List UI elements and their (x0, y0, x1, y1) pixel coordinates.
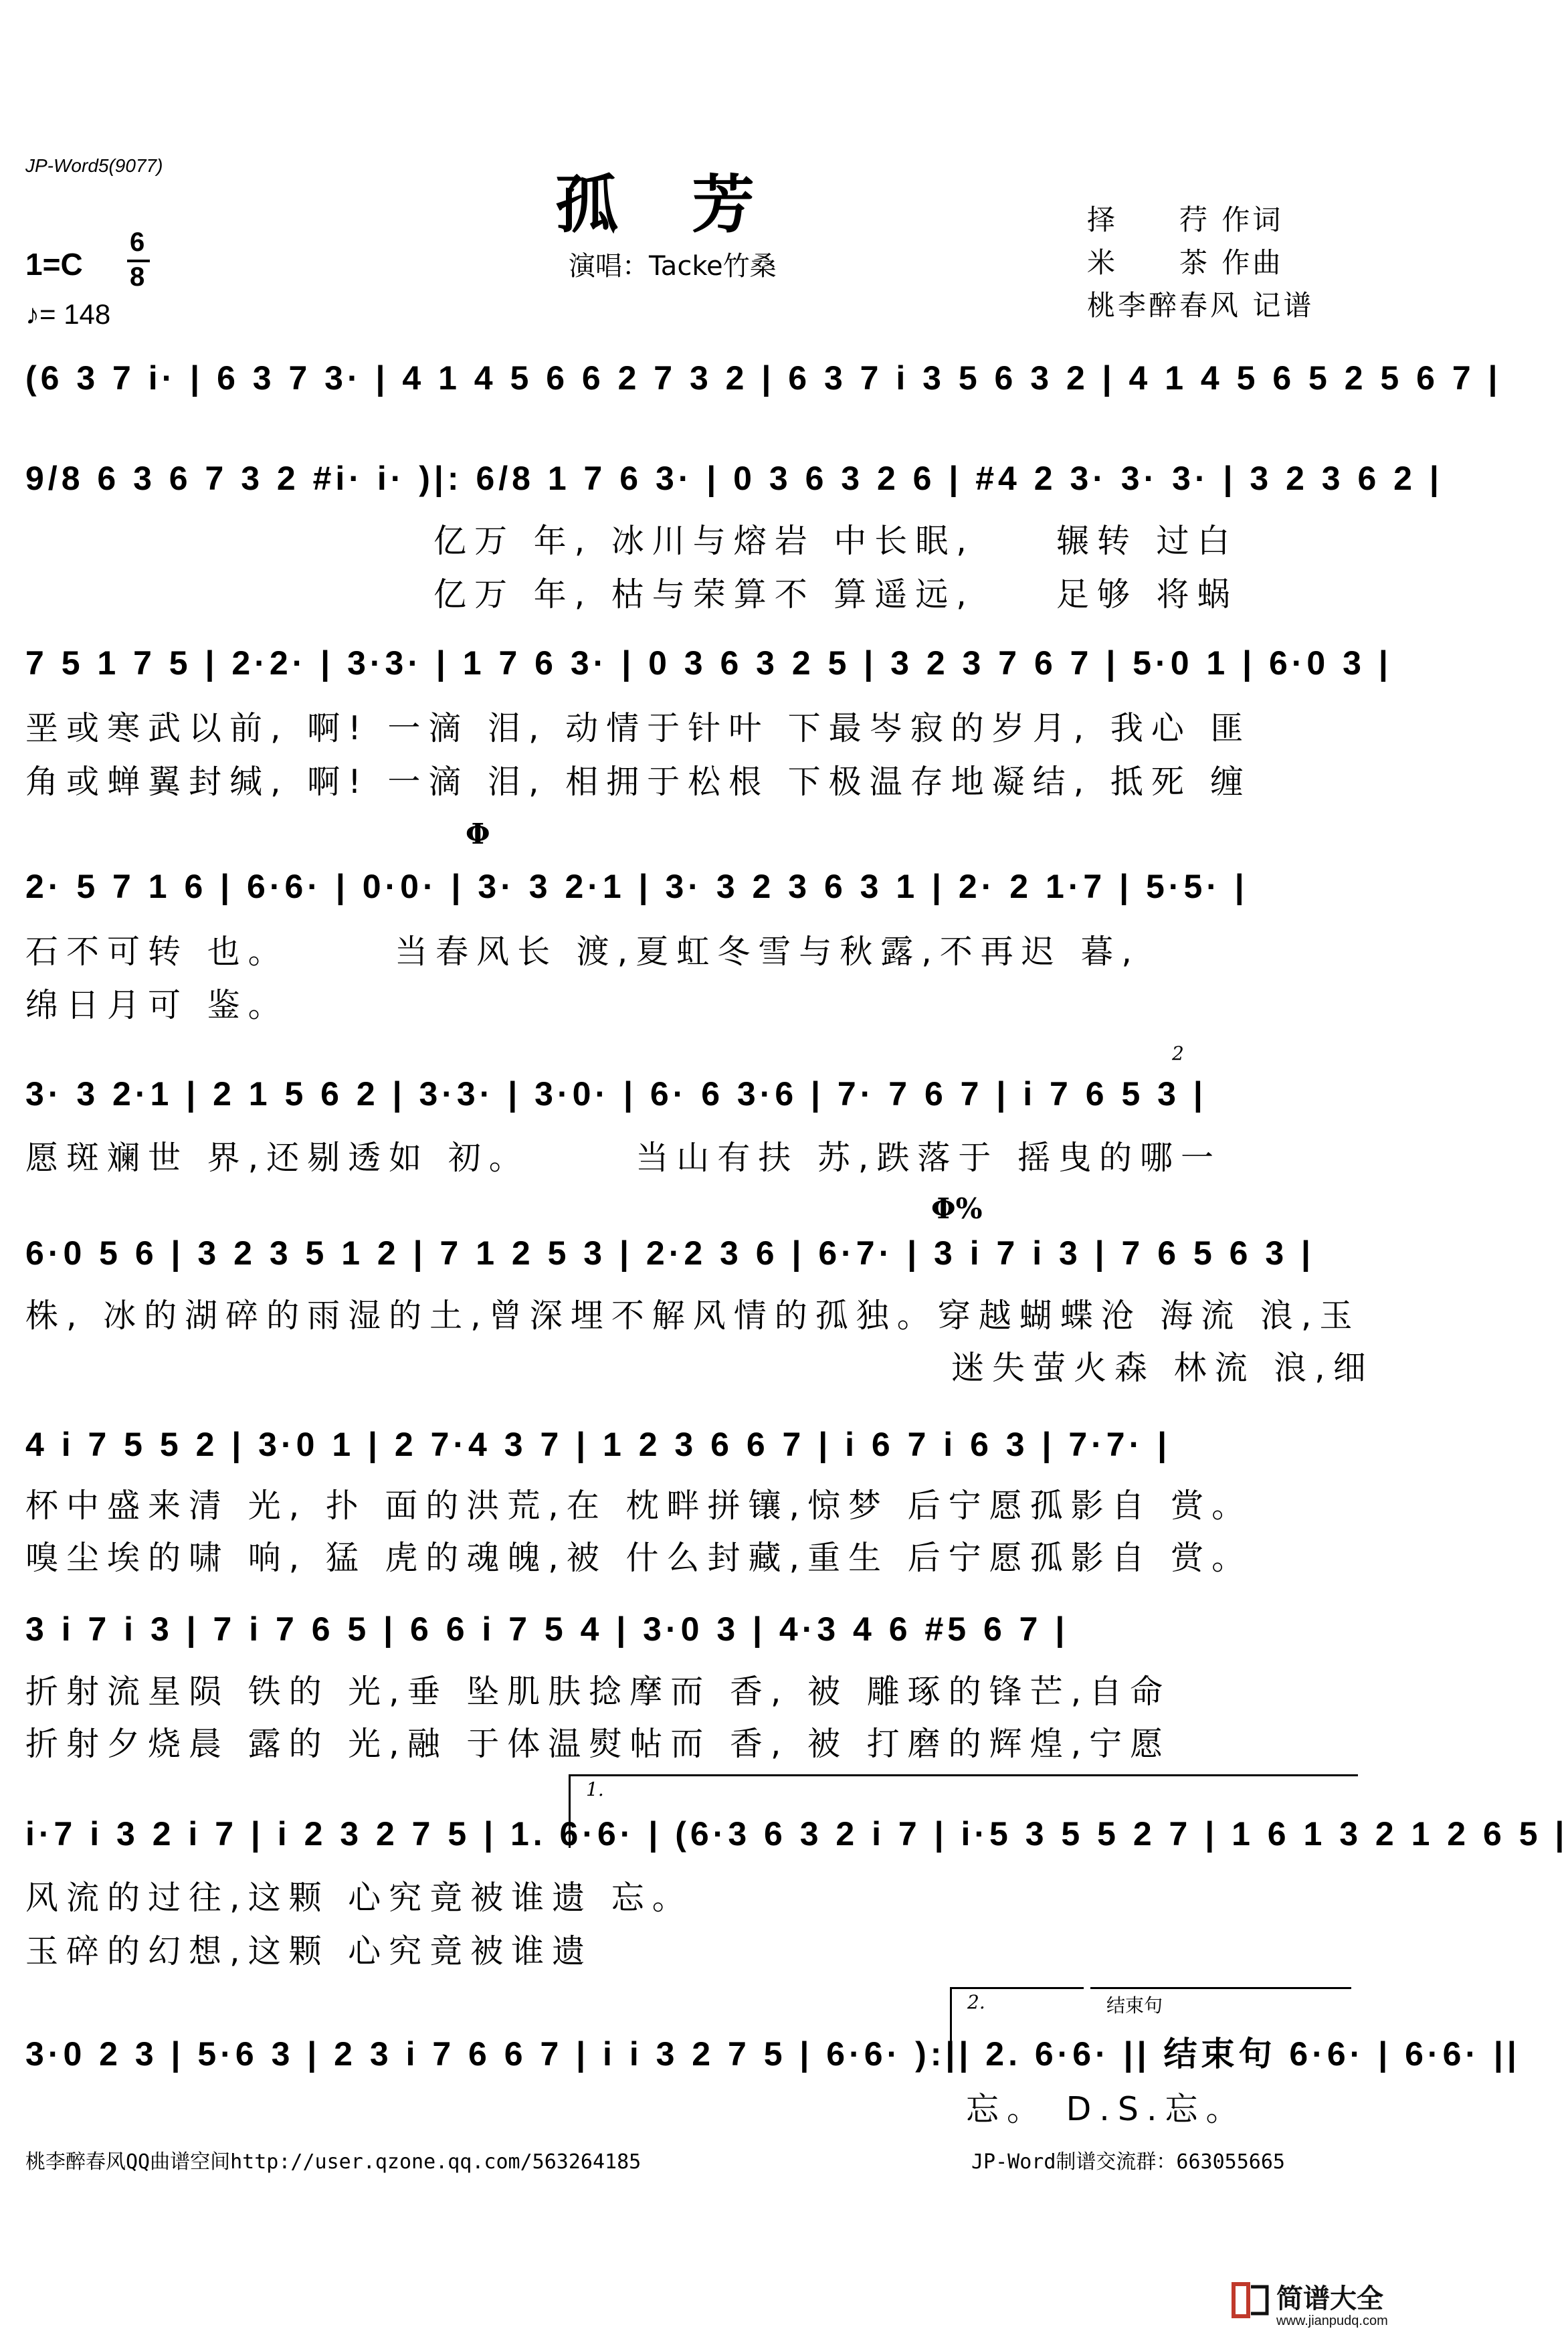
lyric-line-7-1: 杯中盛来清 光, 扑 面的洪荒,在 枕畔拼镶,惊梦 后宁愿孤影自 赏。 (25, 1487, 1253, 1525)
lyric-line-6-1: 株, 冰的湖碎的雨湿的土,曾深埋不解风情的孤独。穿越蝴蝶沧 海流 浪,玉 (25, 1297, 1361, 1335)
lyric-line-4-2: 绵日月可 鉴。 (25, 986, 289, 1024)
lyric-line-8-2: 折射夕烧晨 露的 光,融 于体温熨帖而 香, 被 打磨的辉煌,宁愿 (25, 1725, 1171, 1763)
coda-mark: Φ (466, 818, 490, 850)
lyric-line-4-1: 石不可转 也。 当春风长 渡,夏虹冬雪与秋露,不再迟 暮, (25, 933, 1140, 971)
lyric-line-10-1: 忘。 D.S.忘。 (966, 2090, 1247, 2128)
lyric-line-5-1: 愿斑斓世 界,还剔透如 初。 当山有扶 苏,跌落于 摇曳的哪一 (25, 1139, 1221, 1177)
music-system-1: (6 3 7 i· | 6 3 7 3· | 4 1 4 5 6 6 2 7 3 2 | 6 3 7 i 3 5 6 3 2 | 4 1 4 5 6 5 2 5 6 7 | (25, 359, 1502, 397)
music-system-5: 3· 3 2·1 | 2 1 5 6 2 | 3·3· | 3·0· | 6· 6 3·6 | 7· 7 6 7 | i 7 6 5 3 | (25, 1075, 1207, 1113)
ending-bracket (1090, 1987, 1351, 1989)
footer-right: JP-Word制谱交流群：663055665 (971, 2150, 1285, 2174)
music-system-8: 3 i 7 i 3 | 7 i 7 6 5 | 6 6 i 7 5 4 | 3·0 3 | 4·3 4 6 #5 6 7 | (25, 1610, 1069, 1648)
song-title: 孤芳 (555, 168, 829, 242)
ending-label: 结束句 (1106, 1994, 1163, 2016)
transcriber-credit: 桃李醉春风 记谱 (1087, 289, 1314, 322)
segno-coda-mark: Φ% (931, 1192, 983, 1225)
logo-url: www.jianpudq.com (1276, 2314, 1388, 2328)
software-brand: JP-Word5(9077) (25, 155, 163, 176)
singer-credit: 演唱：Tacke竹桑 (569, 251, 777, 282)
lyric-line-2-2: 亿万 年, 枯与荣算不 算遥远, 足够 将蜗 (433, 575, 1238, 614)
music-system-3: 7 5 1 7 5 | 2·2· | 3·3· | 1 7 6 3· | 0 3 6 3 2 5 | 3 2 3 7 6 7 | 5·0 1 | 6·0 3 | (25, 644, 1392, 682)
lyric-line-9-2: 玉碎的幻想,这颗 心究竟被谁遗 (25, 1932, 593, 1970)
music-system-9: i·7 i 3 2 i 7 | i 2 3 2 7 5 | 1. 6·6· | (6·3 6 3 2 i 7 | i·5 3 5 5 2 7 | 1 6 1 3 2 1 2 6 5 | (25, 1815, 1568, 1853)
logo-icon (1231, 2280, 1271, 2320)
tempo-marking: ♪= 148 (25, 298, 111, 330)
volta-1-label: 1. (586, 1778, 604, 1800)
volta-2-label: 2. (967, 1991, 985, 2013)
music-system-2: 9/8 6 3 6 7 3 2 #i· i· )|: 6/8 1 7 6 3· | 0 3 6 3 2 6 | #4 2 3· 3· 3· | 3 2 3 6 2 | (25, 460, 1443, 497)
music-system-4: 2· 5 7 1 6 | 6·6· | 0·0· | 3· 3 2·1 | 3· 3 2 3 6 3 1 | 2· 2 1·7 | 5·5· | (25, 868, 1248, 905)
logo-text: 简谱大全 (1276, 2283, 1383, 2314)
lyric-line-3-2: 角或蝉翼封缄, 啊! 一滴 泪, 相拥于松根 下极温存地凝结, 抵死 缠 (25, 763, 1252, 801)
music-system-7: 4 i 7 5 5 2 | 3·0 1 | 2 7·4 3 7 | 1 2 3 6 6 7 | i 6 7 i 6 3 | 7·7· | (25, 1426, 1171, 1463)
lyricist-credit: 择 荇 作词 (1087, 203, 1284, 236)
composer-credit: 米 茶 作曲 (1087, 246, 1284, 279)
lyric-line-8-1: 折射流星陨 铁的 光,垂 坠肌肤捻摩而 香, 被 雕琢的锋芒,自命 (25, 1673, 1171, 1711)
lyric-line-3-1: 垩或寒武以前, 啊! 一滴 泪, 动情于针叶 下最岑寂的岁月, 我心 匪 (25, 709, 1252, 747)
lyric-line-9-1: 风流的过往,这颗 心究竟被谁遗 忘。 (25, 1879, 693, 1917)
time-signature-top: 6 (130, 227, 145, 257)
volta-1-bracket (569, 1774, 1358, 1776)
music-system-6: 6·0 5 6 | 3 2 3 5 1 2 | 7 1 2 5 3 | 2·2 3 6 | 6·7· | 3 i 7 i 3 | 7 6 5 6 3 | (25, 1234, 1315, 1272)
time-signature-bottom: 8 (130, 262, 145, 292)
music-system-10: 3·0 2 3 | 5·6 3 | 2 3 i 7 6 6 7 | i i 3 2 7 5 | 6·6· ):|| 2. 6·6· || 结束句 6·6· | 6·6· || (25, 2035, 1521, 2073)
lyric-line-7-2: 嗅尘埃的啸 响, 猛 虎的魂魄,被 什么封藏,重生 后宁愿孤影自 赏。 (25, 1539, 1253, 1577)
volta-2-bracket (950, 1987, 1084, 1989)
triplet-mark: 2 (1172, 1042, 1184, 1064)
lyric-line-6-2: 迷失萤火森 林流 浪,细 (951, 1349, 1374, 1387)
lyric-line-2-1: 亿万 年, 冰川与熔岩 中长眠, 辗转 过白 (433, 522, 1238, 560)
key-signature: 1=C (25, 247, 83, 282)
footer-left: 桃李醉春风QQ曲谱空间http://user.qzone.qq.com/563264185 (25, 2150, 642, 2174)
site-logo (1231, 2275, 1388, 2335)
